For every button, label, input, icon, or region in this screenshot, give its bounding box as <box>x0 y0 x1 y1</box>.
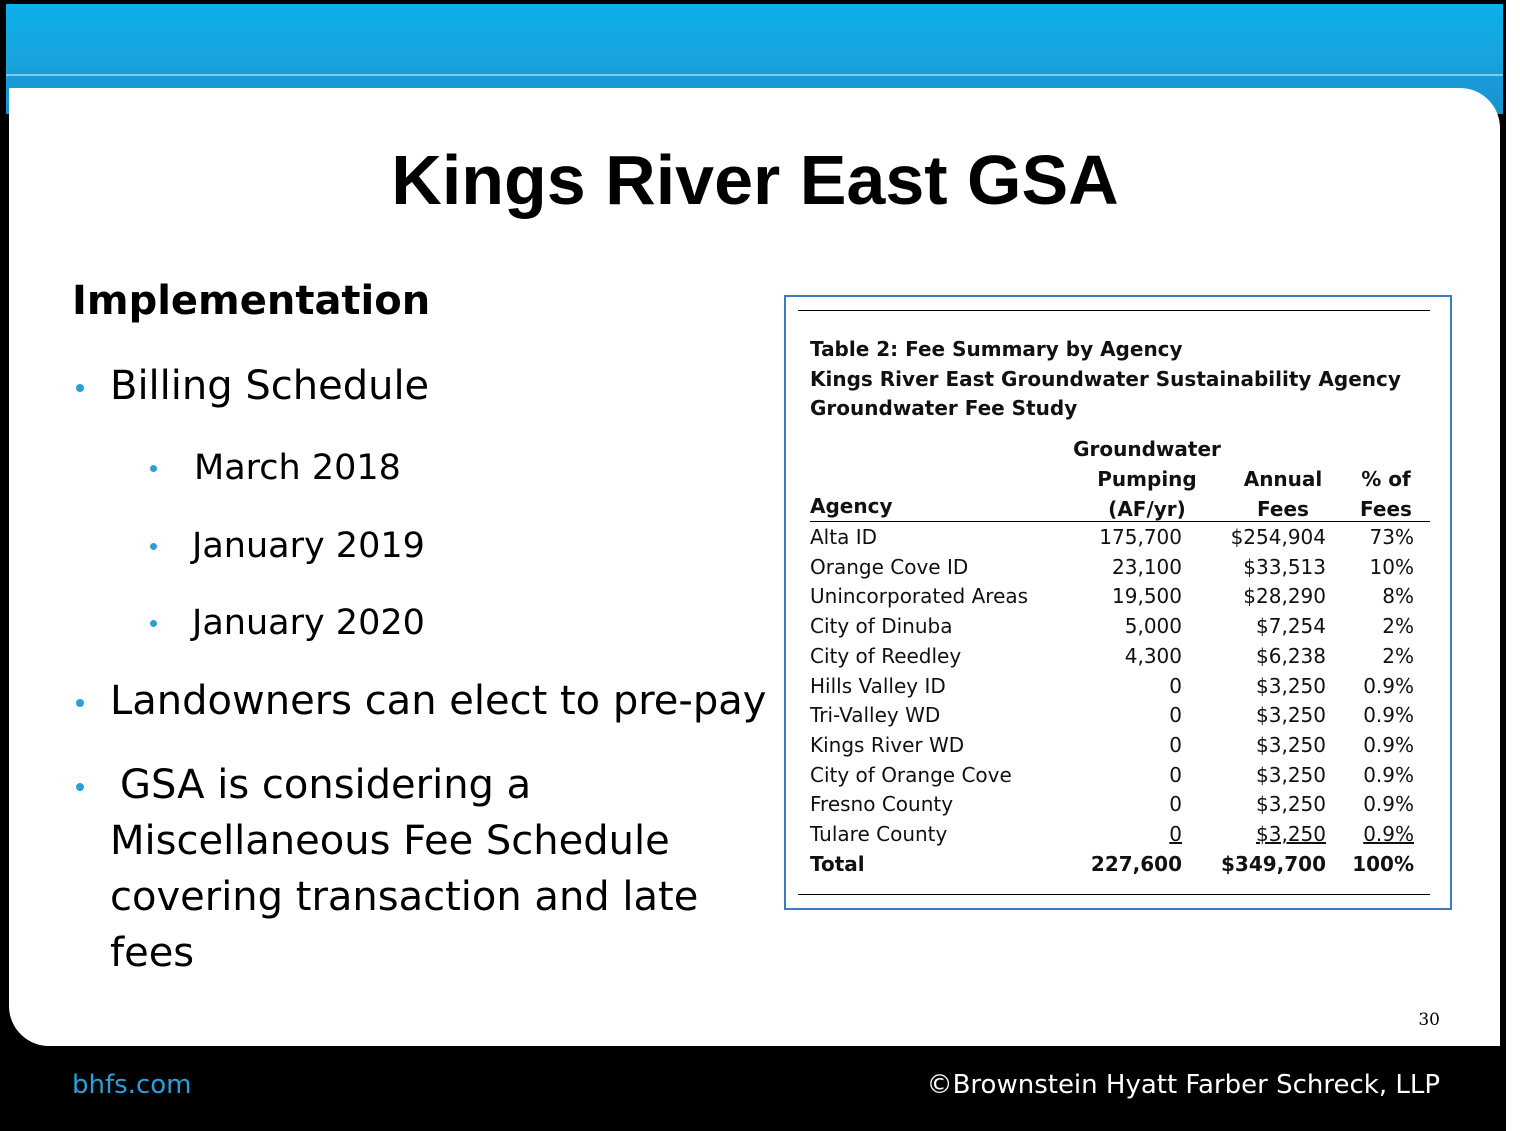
bullet-dot-icon <box>76 783 84 791</box>
table-row <box>810 763 1422 793</box>
cell-pumping: 0 <box>1169 792 1182 817</box>
cell-agency: Kings River WD <box>810 732 965 757</box>
table-row <box>810 703 1422 733</box>
header-agency: Agency <box>810 494 893 518</box>
bullet-line: Miscellaneous Fee Schedule <box>110 818 670 864</box>
table-row <box>810 555 1422 585</box>
cell-pumping: 0 <box>1169 732 1182 757</box>
table-title-line: Groundwater Fee Study <box>810 396 1078 420</box>
cell-pumping: 4,300 <box>1124 643 1182 668</box>
cell-pct-fees: 100% <box>1352 851 1414 876</box>
table-title-line: Table 2: Fee Summary by Agency <box>810 337 1183 361</box>
table-row <box>810 525 1422 555</box>
cell-pct-fees: 0.9% <box>1363 792 1414 817</box>
header-band-highlight <box>6 74 1503 76</box>
table-row <box>810 792 1422 822</box>
table-total-row <box>810 852 1422 882</box>
table-row <box>810 614 1422 644</box>
cell-annual-fees: $28,290 <box>1243 584 1326 609</box>
bullet-dot-icon <box>150 465 157 472</box>
bullet-dot-icon <box>150 543 157 550</box>
page-number: 30 <box>1418 1010 1440 1030</box>
cell-pct-fees: 10% <box>1369 554 1414 579</box>
bullet-line: fees <box>110 930 195 976</box>
cell-agency: Alta ID <box>810 525 877 549</box>
cell-pumping: 0 <box>1169 822 1182 846</box>
table-row <box>810 822 1422 852</box>
cell-pumping: 0 <box>1169 703 1182 728</box>
bullet-dot-icon <box>76 699 84 707</box>
table-row <box>810 674 1422 704</box>
cell-agency: Orange Cove ID <box>810 554 969 579</box>
table-row <box>810 584 1422 614</box>
bullet-line: GSA is considering a <box>120 762 532 808</box>
table-row <box>810 733 1422 763</box>
cell-agency: City of Reedley <box>810 643 962 668</box>
cell-pct-fees: 8% <box>1382 584 1414 609</box>
cell-agency: City of Dinuba <box>810 614 953 639</box>
footer-copyright: ©Brownstein Hyatt Farber Schreck, LLP <box>926 1070 1440 1100</box>
cell-pct-fees: 0.9% <box>1363 703 1414 728</box>
cell-pumping: 175,700 <box>1099 525 1182 549</box>
cell-pct-fees: 0.9% <box>1363 732 1414 757</box>
cell-pct-fees: 0.9% <box>1363 822 1414 846</box>
cell-annual-fees: $349,700 <box>1220 851 1326 876</box>
cell-agency: Fresno County <box>810 792 954 817</box>
table-title-line: Kings River East Groundwater Sustainability Agency <box>810 367 1401 391</box>
header-line: Groundwater <box>1073 437 1221 461</box>
cell-pumping: 227,600 <box>1090 851 1182 876</box>
bullet-billing-schedule <box>110 358 429 414</box>
cell-agency: Unincorporated Areas <box>810 584 1029 609</box>
table-bottom-rule <box>798 894 1430 895</box>
header-line: Annual <box>1243 467 1323 491</box>
bullet-text: Landowners can elect to pre-pay <box>110 678 767 724</box>
cell-agency: Hills Valley ID <box>810 673 946 698</box>
footer-website-link[interactable]: bhfs.com <box>72 1070 192 1100</box>
cell-annual-fees: $33,513 <box>1243 554 1326 579</box>
cell-pct-fees: 73% <box>1369 525 1414 549</box>
fee-summary-table <box>784 295 1452 910</box>
cell-pct-fees: 2% <box>1382 614 1414 639</box>
cell-pumping: 19,500 <box>1112 584 1182 609</box>
cell-pumping: 0 <box>1169 762 1182 787</box>
table-row <box>810 644 1422 674</box>
cell-annual-fees: $3,250 <box>1256 762 1326 787</box>
cell-annual-fees: $3,250 <box>1256 673 1326 698</box>
slide-title: Kings River East GSA <box>391 141 1119 219</box>
bullet-text: Billing Schedule <box>110 363 430 409</box>
bullet-date-3 <box>192 595 425 651</box>
bullet-text: January 2020 <box>192 603 425 643</box>
cell-pumping: 5,000 <box>1124 614 1182 639</box>
cell-agency: Tri-Valley WD <box>810 703 941 728</box>
cell-pumping: 23,100 <box>1112 554 1182 579</box>
bullet-date-2 <box>192 518 425 574</box>
cell-annual-fees: $3,250 <box>1256 792 1326 817</box>
bullet-line: covering transaction and late <box>110 874 699 920</box>
section-heading: Implementation <box>72 278 431 324</box>
table-top-rule <box>798 310 1430 311</box>
cell-annual-fees: $7,254 <box>1256 614 1326 639</box>
header-annual-fees <box>1230 464 1336 524</box>
bullet-text: January 2019 <box>192 526 425 566</box>
cell-annual-fees: $6,238 <box>1256 643 1326 668</box>
bullet-dot-icon <box>76 384 84 392</box>
cell-agency: Total <box>810 851 865 876</box>
header-line: Fees <box>1257 497 1309 521</box>
header-line: Pumping <box>1097 467 1197 491</box>
header-line: Fees <box>1360 497 1412 521</box>
cell-agency: Tulare County <box>810 822 948 846</box>
cell-annual-fees: $254,904 <box>1230 525 1326 549</box>
bullet-dot-icon <box>150 620 157 627</box>
cell-pct-fees: 0.9% <box>1363 673 1414 698</box>
header-rule <box>810 521 1430 522</box>
cell-agency: City of Orange Cove <box>810 762 1012 787</box>
bullet-prepay <box>110 673 766 729</box>
cell-pct-fees: 0.9% <box>1363 762 1414 787</box>
header-line: % of <box>1361 467 1411 491</box>
bullet-date-1 <box>194 440 401 496</box>
cell-annual-fees: $3,250 <box>1256 703 1326 728</box>
cell-annual-fees: $3,250 <box>1256 732 1326 757</box>
cell-annual-fees: $3,250 <box>1256 822 1326 846</box>
header-line: (AF/yr) <box>1108 497 1186 521</box>
cell-pct-fees: 2% <box>1382 643 1414 668</box>
cell-pumping: 0 <box>1169 673 1182 698</box>
header-pumping <box>1062 434 1232 524</box>
bullet-text: March 2018 <box>194 448 401 488</box>
bullet-misc-fee-schedule <box>110 757 698 981</box>
header-pct-fees <box>1350 464 1422 524</box>
